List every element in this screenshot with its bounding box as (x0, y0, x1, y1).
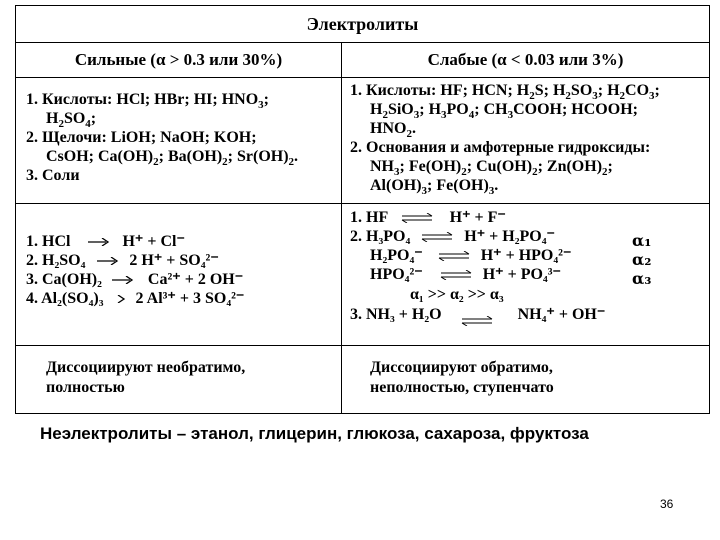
electrolytes-table (15, 5, 710, 414)
strong-item-2b: CsOH; $Ca(OH)_2$; $Ba(OH)_2$; $Sr(OH)_2$. (46, 148, 299, 169)
strong-eq-2: 2. H₂SO₄ 2 H⁺ + SO₄²⁻ (26, 252, 219, 269)
alpha-2: α₂ (632, 250, 652, 269)
weak-equations-cell (342, 204, 710, 346)
arrow-icon (97, 257, 119, 265)
nonelectrolytes-line: Неэлектролиты – этанол, глицерин, глюкоза, сахароза, фруктоза (40, 424, 589, 443)
strong-eq-4: 4. Al₂(SO₄)₃ 2 Al³⁺ + 3 SO₄²⁻ (26, 290, 245, 307)
alpha-3: α₃ (632, 269, 652, 288)
arrow-icon (88, 238, 110, 246)
weak-eq-2: 2. H₃PO₄ H⁺ + H₂PO₄⁻ (350, 228, 555, 245)
weak-item-2c: $Al(OH)_3$; $Fe(OH)_3$. (370, 177, 499, 198)
strong-eq-3: 3. Ca(OH)₂ Ca²⁺ + 2 OH⁻ (26, 271, 244, 288)
weak-note-cell (342, 346, 710, 414)
weak-eq-5: 3. NH₃ + H₂O NH₄⁺ + OH⁻ (350, 305, 605, 324)
reversible-arrow-icon (437, 251, 471, 261)
arrow-icon (114, 295, 126, 303)
alpha-1: α₁ (632, 231, 652, 250)
weak-header: Слабые (α < 0.03 или 3%) (342, 43, 710, 78)
weak-note-line-2: неполностью, ступенчато (370, 379, 554, 396)
weak-list-cell (342, 78, 710, 204)
weak-item-1c: $HNO_2$. (370, 120, 416, 141)
strong-header: Сильные (α > 0.3 или 30%) (16, 43, 342, 78)
strong-item-1b: $H_2SO_4$; (46, 110, 97, 131)
strong-note-line-1: Диссоциируют необратимо, (46, 359, 246, 376)
reversible-arrow-icon (400, 213, 434, 223)
reversible-arrow-icon (439, 270, 473, 280)
reversible-arrow-icon (420, 232, 454, 242)
alpha-relation: α₁ >> α₂ >> α₃ (410, 286, 504, 303)
weak-note-line-1: Диссоциируют обратимо, (370, 359, 553, 376)
table-title: Электролиты (16, 6, 710, 43)
weak-eq-3: H₂PO₄⁻ H⁺ + HPO₄²⁻ (370, 247, 572, 264)
page-number: 36 (660, 497, 674, 511)
weak-item-1: 1. Кислоты: HF; HCN; $H_2S$; $H_2SO_3$; $H_2CO_3$; (350, 82, 660, 103)
strong-note-line-2: полностью (46, 379, 125, 396)
strong-eq-1: 1. HCl H⁺ + Cl⁻ (26, 233, 185, 250)
arrow-icon (112, 276, 134, 284)
strong-note-cell (16, 346, 342, 414)
reversible-arrow-icon (460, 316, 494, 326)
strong-list-cell (16, 78, 342, 204)
weak-eq-4: HPO₄²⁻ H⁺ + PO₄³⁻ (370, 266, 561, 283)
strong-equations-cell (16, 204, 342, 346)
strong-item-3: 3. Соли (26, 167, 80, 184)
weak-item-1b: $H_2SiO_3$; $H_3PO_4$; $CH_3COOH$; HCOOH; (370, 101, 638, 122)
weak-eq-1: 1. HF H⁺ + F⁻ (350, 209, 506, 226)
weak-item-2b: $NH_3$; $Fe(OH)_2$; $Cu(OH)_2$; $Zn(OH)_2$; (370, 158, 613, 179)
strong-item-1: 1. Кислоты: HCl; HBr; HI; $HNO_3$; (26, 91, 269, 112)
weak-item-2: 2. Основания и амфотерные гидроксиды: (350, 139, 651, 156)
strong-item-2: 2. Щелочи: LiOH; NaOH; KOH; (26, 129, 257, 146)
